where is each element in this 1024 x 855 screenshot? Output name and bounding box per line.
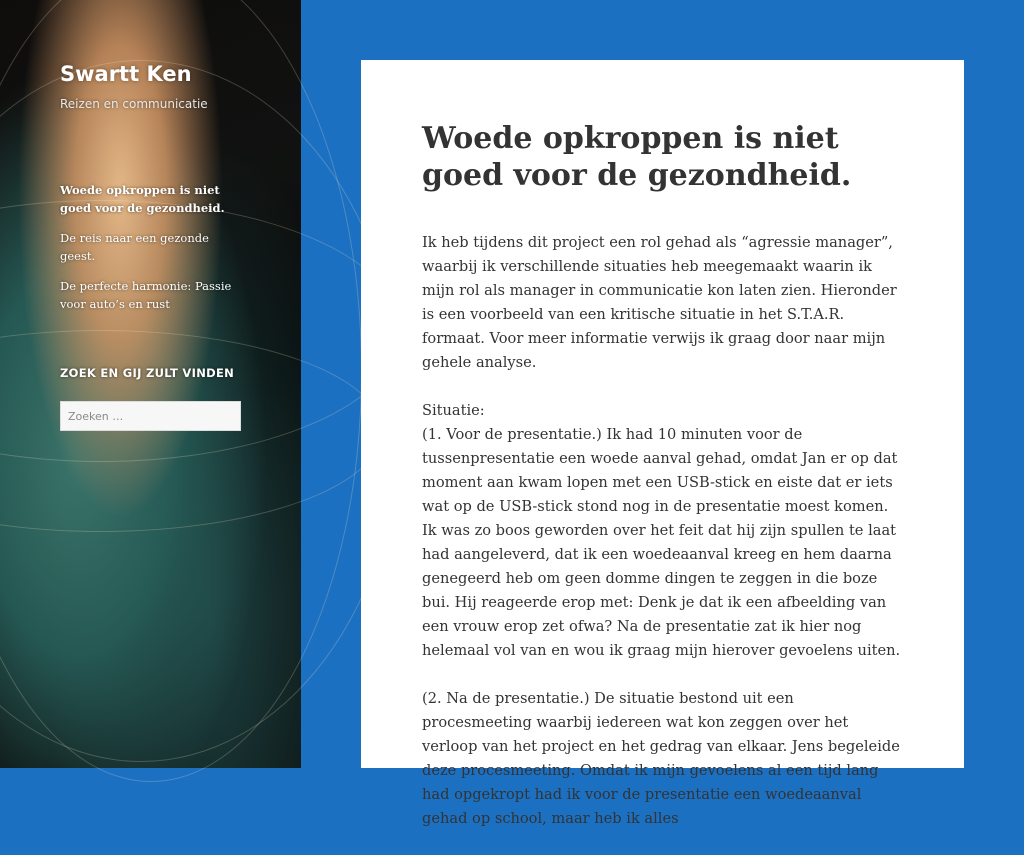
- recent-post-link[interactable]: De perfecte harmonie: Passie voor auto’s en rust: [60, 279, 232, 311]
- recent-post-link[interactable]: De reis naar een gezonde geest.: [60, 231, 209, 263]
- site-title-link[interactable]: Swartt Ken: [60, 62, 192, 86]
- post-card: [361, 60, 964, 827]
- post-paragraph: Situatie: (1. Voor de presentatie.) Ik had 10 minuten voor de tussenpresentatie een woede aanval gehad, omdat Jan er op dat moment aan kwam lopen met een USB-stick en eiste dat er iets wat op de USB-stick stond nog in de presentatie moest komen. Ik was zo boos geworden over het feit dat hij zijn spullen te laat had aangeleverd, dat ik een woedeaanval kreeg en hem daarna genegeerd heb om geen domme dingen te zeggen in die boze bui. Hij reageerde erop met: Denk je dat ik een afbeelding van een vrouw erop zet ofwa? Na de presentatie zat ik hier nog helemaal vol van en wou ik graag mijn hierover gevoelens uiten.: [422, 402, 901, 659]
- sidebar: [0, 0, 301, 768]
- post-paragraph: (2. Na de presentatie.) De situatie bestond uit een procesmeeting waarbij iedereen wat kon zeggen over het verloop van het project en het gedrag van elkaar. Jens begeleide deze procesmeeting. Omdat ik mijn gevoelens al een tijd lang had opgekropt had ik voor de presentatie een woedeaanval gehad op school, maar heb ik alles: [422, 690, 900, 827]
- search-input[interactable]: [60, 401, 241, 431]
- site-description: Reizen en communicatie: [60, 97, 208, 111]
- post-paragraph: Ik heb tijdens dit project een rol gehad als “agressie manager”, waarbij ik verschillende situaties heb meegemaakt waarin ik mijn rol als manager in communicatie kon laten zien. Hieronder is een voorbeeld van een kritische situatie in het S.T.A.R. formaat. Voor meer informatie verwijs ik graag door naar mijn gehele analyse.: [422, 234, 897, 371]
- post-title: Woede opkroppen is niet goed voor de gezondheid.: [422, 121, 852, 193]
- search-widget-title: ZOEK EN GIJ ZULT VINDEN: [60, 366, 235, 380]
- recent-posts-list: [60, 181, 246, 325]
- post-content: [422, 231, 904, 855]
- recent-post-link[interactable]: Woede opkroppen is niet goed voor de gezondheid.: [60, 183, 225, 215]
